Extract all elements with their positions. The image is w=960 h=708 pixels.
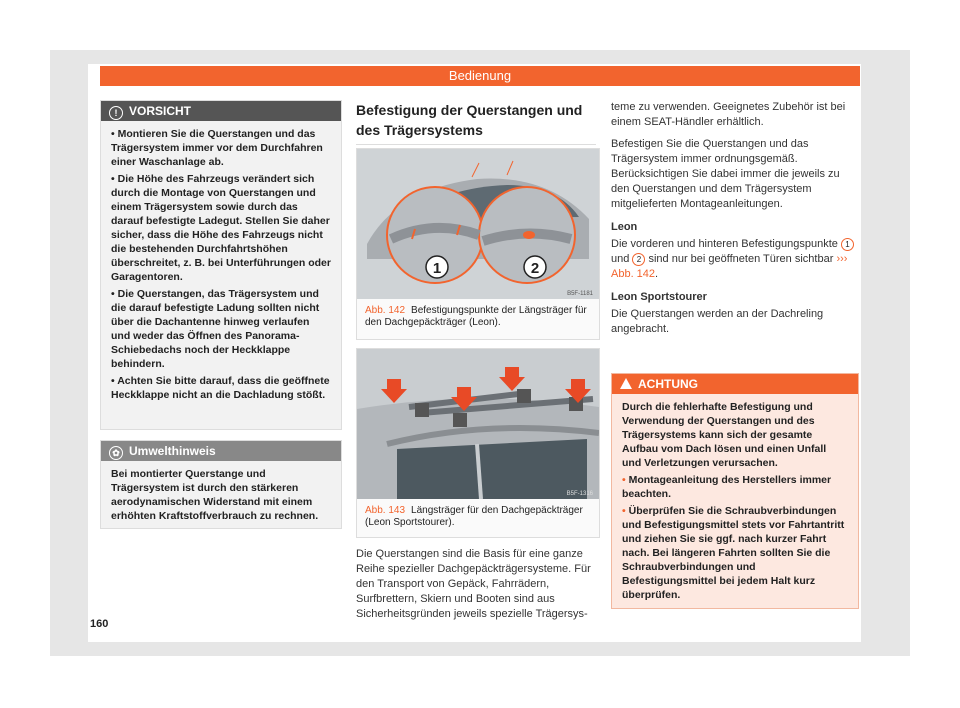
intro-paragraph: Die Querstangen sind die Basis für eine ganze Reihe spezieller Dachgepäckträgersysteme. Für den Transport von Gepäck, Fahrrädern, Surfbrettern, Skiern und Booten sind aus Sicherheitsgründen jeweils spezielle Trägersys- [356, 548, 591, 620]
warning-box-header [612, 374, 858, 394]
page-number: 160 [90, 618, 109, 630]
figure-143-caption: Abb. 143 Längsträger für den Dachgepäckträger (Leon Sportstourer). [365, 505, 583, 528]
warning-intro: Durch die fehlerhafte Befestigung und Verwendung der Querstangen und des Trägersystems kann sich der gesamte Aufbau vom Dach lösen und einen Unfall und Verletzungen verursachen. [622, 401, 827, 469]
flower-icon: ✿ [109, 446, 123, 460]
caution-box [100, 100, 342, 430]
paragraph-sportstourer: Die Querstangen werden an der Dachreling angebracht. [611, 308, 824, 335]
marker-2-inline: 2 [632, 253, 645, 266]
figure-143-code: B5F-1316 [566, 491, 593, 497]
environment-note-header [101, 441, 341, 461]
paragraph-continuation: teme zu verwenden. Geeignetes Zubehör ist bei einem SEAT-Händler erhältlich. [611, 101, 846, 128]
warning-box [611, 373, 859, 609]
right-column-text [611, 100, 856, 344]
figure-143 [356, 348, 600, 538]
environment-note-box [100, 440, 342, 529]
figure-reference-link[interactable]: ››› Abb. 142 [611, 253, 848, 280]
info-circle-icon: ! [109, 106, 123, 120]
environment-note-body: Bei montierter Querstange und Trägersystem ist durch den stärkeren aerodynamischen Widerstand mit einem erhöhten Kraftstoffverbrauch zu rechnen. [111, 468, 319, 522]
caution-item: • Achten Sie bitte darauf, dass die geöffnete Heckklappe nicht an die Dachladung stößt. [111, 375, 330, 401]
caution-item: • Montieren Sie die Querstangen und das Trägersystem immer vor dem Durchfahren einer Waschanlage ab. [111, 128, 323, 168]
paragraph-leon: Die vorderen und hinteren Befestigungspunkte 1 und 2 sind nur bei geöffneten Türen sichtbar ››› Abb. 142. [611, 237, 856, 282]
caution-item: • Die Querstangen, das Trägersystem und die darauf befestigte Ladung sollten nicht über die Dachantenne hinweg verlaufen und weder das Öffnen des Panorama-Schiebedachs noch der Heckklappe behindern. [111, 288, 320, 370]
figure-142-label: Abb. 142 [365, 305, 406, 316]
figure-142 [356, 148, 600, 340]
warning-item: • Montageanleitung des Herstellers immer beachten. [622, 474, 832, 500]
warning-triangle-icon [620, 378, 632, 389]
caution-body [101, 121, 341, 411]
marker-1: 1 [432, 260, 442, 277]
warning-title: ACHTUNG [638, 377, 698, 391]
subheading-leon: Leon [611, 221, 638, 233]
section-title: Befestigung der Querstangen und des Trägersystems [356, 100, 596, 145]
environment-note-title: Umwelthinweis [129, 444, 216, 458]
marker-2: 2 [530, 260, 540, 277]
paragraph-mounting: Befestigen Sie die Querstangen und das Trägersystem immer ordnungsgemäß. Berücksichtigen Sie dabei immer die jeweils zu den Querstangen und dem Trägersystem mitgelieferten Montageanleitungen. [611, 138, 840, 210]
warning-body [612, 394, 858, 611]
figure-142-code: B5F-1181 [567, 291, 593, 297]
subheading-sportstourer: Leon Sportstourer [611, 291, 707, 303]
caution-box-header [101, 101, 341, 121]
figure-142-illustration [357, 149, 599, 299]
caution-title: VORSICHT [129, 104, 192, 118]
marker-1-inline: 1 [841, 238, 854, 251]
figure-143-illustration [357, 349, 599, 499]
warning-item: • Überprüfen Sie die Schraubverbindungen und Befestigungsmittel stets vor Fahrtantritt und ziehen Sie sie ggf. nach kurzer Fahrt nach. Bei längeren Fahrten sollten Sie die Schraubverbindungen und Befestigungsmittel bei jedem Halt kurz überprüfen. [622, 505, 845, 601]
page-header: Bedienung [100, 66, 860, 86]
figure-143-label: Abb. 143 [365, 505, 406, 516]
figure-142-caption: Abb. 142 Befestigungspunkte der Längsträger für den Dachgepäckträger (Leon). [365, 305, 587, 328]
caution-item: • Die Höhe des Fahrzeugs verändert sich durch die Montage von Querstangen und einem Trägersystem sowie durch das darauf befestigte Ladegut. Stellen Sie daher sicher, dass die Höhe des Fahrzeugs nicht die bestehenden Durchfahrtshöhen überschreitet, z. B. bei Unterführungen oder Garagentoren. [111, 173, 331, 283]
